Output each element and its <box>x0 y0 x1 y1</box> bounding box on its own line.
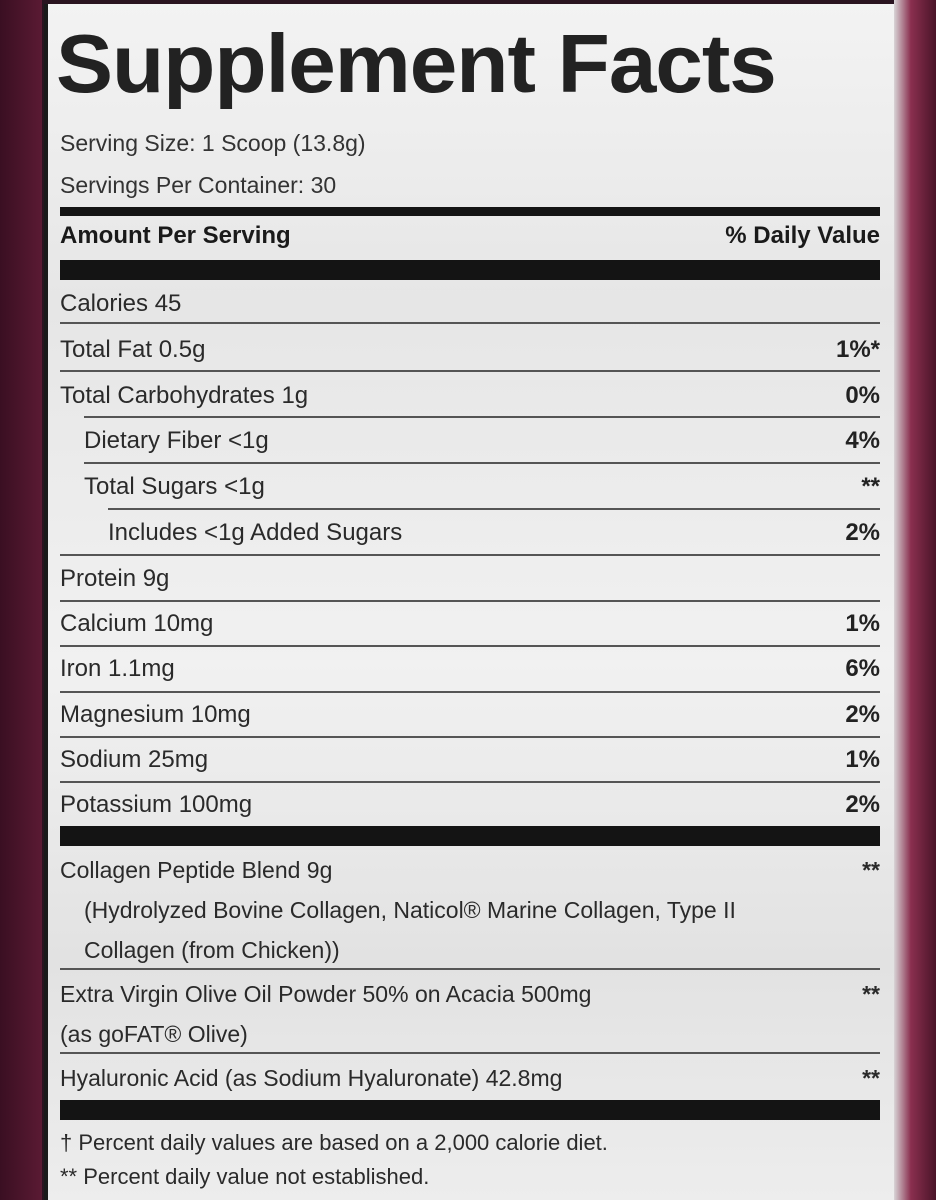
row-divider <box>84 416 880 418</box>
blend-hyaluronic <box>60 1058 880 1098</box>
blend-dv: ** <box>862 1065 880 1091</box>
top-thick-rule <box>60 207 880 216</box>
nutrient-name: Protein 9g <box>60 565 170 592</box>
row-divider <box>60 736 880 738</box>
blend-name: Collagen Peptide Blend 9g <box>60 857 333 883</box>
amount-per-serving-label: Amount Per Serving <box>60 222 291 249</box>
nutrient-dv: 6% <box>845 655 880 682</box>
row-divider <box>60 691 880 693</box>
blend-olive-oil <box>60 974 880 1054</box>
panel-title: Supplement Facts <box>56 17 776 110</box>
nutrient-name: Magnesium 10mg <box>60 701 251 728</box>
nutrient-dv: 2% <box>845 519 880 546</box>
blend-thick-rule <box>60 826 880 846</box>
nutrient-name: Total Fat 0.5g <box>60 336 206 363</box>
blend-detail: Collagen (from Chicken)) <box>84 937 340 963</box>
nutrient-name: Iron 1.1mg <box>60 655 175 682</box>
nutrient-name: Sodium 25mg <box>60 746 209 773</box>
nutrient-name: Total Carbohydrates 1g <box>60 382 309 409</box>
row-divider <box>60 370 880 372</box>
nutrient-dv: 1% <box>845 746 880 773</box>
nutrient-dv: 0% <box>845 382 880 409</box>
column-header <box>60 222 880 256</box>
row-divider <box>108 508 880 510</box>
nutrient-dv: ** <box>861 473 880 500</box>
footer-thick-rule <box>60 1100 880 1120</box>
daily-value-label: % Daily Value <box>725 222 880 249</box>
footnote-not-established: ** Percent daily value not established. <box>60 1164 430 1189</box>
blend-dv: ** <box>862 981 880 1007</box>
blend-name: Hyaluronic Acid (as Sodium Hyaluronate) 42.8mg <box>60 1065 563 1091</box>
row-divider <box>60 600 880 602</box>
nutrient-dv: 1%* <box>835 336 880 363</box>
blend-dv: ** <box>862 857 880 883</box>
blend-detail: (Hydrolyzed Bovine Collagen, Naticol® Marine Collagen, Type II <box>84 897 736 923</box>
row-divider <box>60 1052 880 1054</box>
row-divider <box>60 554 880 556</box>
nutrient-dv: 1% <box>845 610 880 637</box>
row-divider <box>60 322 880 324</box>
nutrient-name: Total Sugars <1g <box>84 473 265 500</box>
blend-name: Extra Virgin Olive Oil Powder 50% on Acacia 500mg <box>60 981 592 1007</box>
row-divider <box>60 781 880 783</box>
nutrient-dv: 2% <box>845 791 880 818</box>
row-divider <box>84 462 880 464</box>
row-divider <box>60 968 880 970</box>
blend-detail: (as goFAT® Olive) <box>60 1021 248 1047</box>
nutrient-dv: 4% <box>845 427 880 454</box>
serving-size: Serving Size: 1 Scoop (13.8g) <box>60 130 366 156</box>
nutrient-name: Calories 45 <box>60 290 182 317</box>
nutrient-name: Dietary Fiber <1g <box>84 427 269 454</box>
servings-per-container: Servings Per Container: 30 <box>60 172 337 198</box>
supplement-facts-panel <box>44 4 894 1200</box>
blend-collagen <box>60 850 880 970</box>
nutrient-name: Calcium 10mg <box>60 610 214 637</box>
background-left <box>0 0 42 1200</box>
nutrient-dv: 2% <box>845 701 880 728</box>
footnote-daily-values: † Percent daily values are based on a 2,000 calorie diet. <box>60 1130 608 1155</box>
header-thick-rule <box>60 260 880 280</box>
nutrient-name: Includes <1g Added Sugars <box>108 519 403 546</box>
background-right <box>894 0 936 1200</box>
row-divider <box>60 645 880 647</box>
nutrient-name: Potassium 100mg <box>60 791 253 818</box>
